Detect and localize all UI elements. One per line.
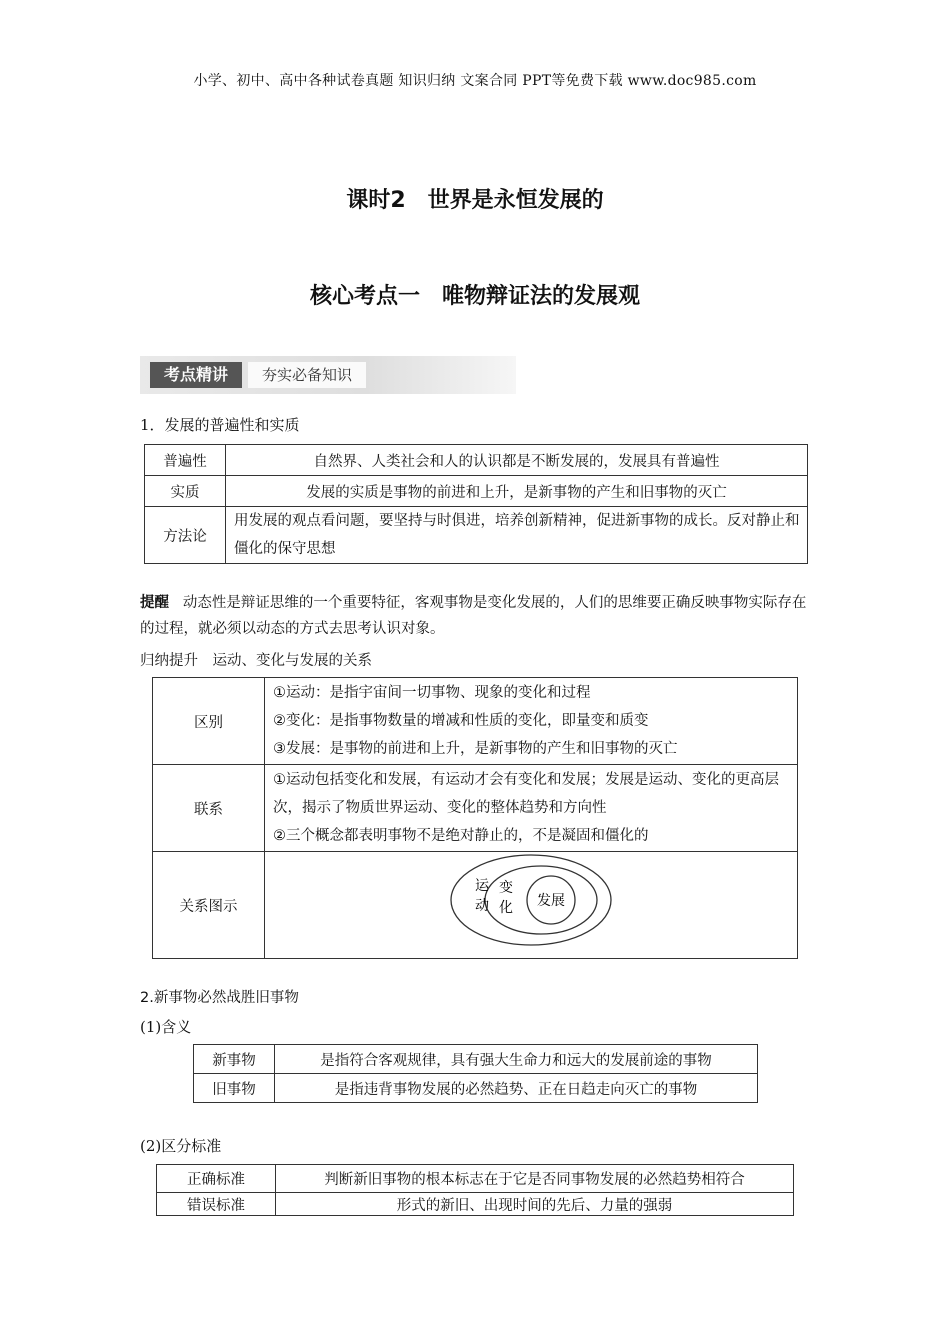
motion-label-a: 运	[475, 878, 489, 894]
meaning-table	[193, 1044, 758, 1103]
row-label: 错误标准	[157, 1193, 276, 1216]
relation-diagram	[265, 852, 797, 954]
table-row	[194, 1045, 758, 1074]
sub1-heading: (1)含义	[140, 1018, 192, 1036]
table-row	[153, 765, 798, 852]
table-row	[157, 1193, 794, 1216]
list-item: ②变化：是指事物数量的增减和性质的变化，即量变和质变	[273, 713, 649, 729]
row-label: 实质	[145, 476, 226, 507]
page-header: 小学、初中、高中各种试卷真题 知识归纳 文案合同 PPT等免费下载 www.doc985.com	[193, 73, 757, 89]
row-content: 自然界、人类社会和人的认识都是不断发展的，发展具有普遍性	[226, 445, 808, 476]
table-row	[153, 678, 798, 765]
list-item: ③发展：是事物的前进和上升，是新事物的产生和旧事物的灭亡	[273, 741, 678, 757]
motion-label-b: 动	[475, 898, 489, 914]
development-table	[144, 444, 808, 564]
row-content	[265, 678, 798, 765]
row-label: 旧事物	[194, 1074, 275, 1103]
row-label: 正确标准	[157, 1165, 276, 1193]
table-row	[145, 445, 808, 476]
development-label: 发展	[537, 893, 565, 909]
banner-label: 夯实必备知识	[248, 362, 366, 388]
list-item: ①运动：是指宇宙间一切事物、现象的变化和过程	[273, 685, 591, 701]
reminder	[140, 590, 820, 642]
row-content: 是指违背事物发展的必然趋势、正在日趋走向灭亡的事物	[275, 1074, 758, 1103]
row-diagram-cell	[265, 852, 798, 959]
sub2-heading: (2)区分标准	[140, 1137, 222, 1155]
banner-tag: 考点精讲	[150, 362, 242, 388]
page-title: 课时2 世界是永恒发展的	[346, 188, 604, 213]
section-banner	[140, 356, 516, 394]
list-item: ②三个概念都表明事物不是绝对静止的，不是凝固和僵化的	[273, 828, 649, 844]
table-row	[157, 1165, 794, 1193]
summary-heading: 归纳提升 运动、变化与发展的关系	[140, 653, 372, 669]
row-content: 判断新旧事物的根本标志在于它是否同事物发展的必然趋势相符合	[276, 1165, 794, 1193]
section2-heading: 2.新事物必然战胜旧事物	[140, 990, 299, 1006]
row-label: 新事物	[194, 1045, 275, 1074]
row-content: 是指符合客观规律，具有强大生命力和远大的发展前途的事物	[275, 1045, 758, 1074]
row-label: 关系图示	[153, 852, 265, 959]
row-label: 区别	[153, 678, 265, 765]
row-content: 形式的新旧、出现时间的先后、力量的强弱	[276, 1193, 794, 1216]
list-item: ①运动包括变化和发展，有运动才会有变化和发展；发展是运动、变化的更高层次，揭示了物质世界运动、变化的整体趋势和方向性	[273, 772, 779, 816]
table-row	[145, 476, 808, 507]
row-label: 方法论	[145, 507, 226, 564]
section1-heading: 1．发展的普遍性和实质	[140, 416, 300, 434]
table-row	[145, 507, 808, 564]
row-content	[265, 765, 798, 852]
reminder-label: 提醒	[140, 595, 169, 611]
row-label: 普遍性	[145, 445, 226, 476]
table-row	[153, 852, 798, 959]
relation-table	[152, 677, 798, 959]
reminder-text: 动态性是辩证思维的一个重要特征，客观事物是变化发展的，人们的思维要正确反映事物实际存在的过程，就必须以动态的方式去思考认识对象。	[140, 595, 807, 637]
criteria-table	[156, 1164, 794, 1216]
row-content: 发展的实质是事物的前进和上升，是新事物的产生和旧事物的灭亡	[226, 476, 808, 507]
table-row	[194, 1074, 758, 1103]
change-label-b: 化	[499, 900, 513, 916]
section-title: 核心考点一 唯物辩证法的发展观	[309, 284, 640, 309]
change-label-a: 变	[499, 880, 513, 896]
row-content: 用发展的观点看问题，要坚持与时俱进，培养创新精神，促进新事物的成长。反对静止和僵化的保守思想	[226, 507, 808, 564]
row-label: 联系	[153, 765, 265, 852]
